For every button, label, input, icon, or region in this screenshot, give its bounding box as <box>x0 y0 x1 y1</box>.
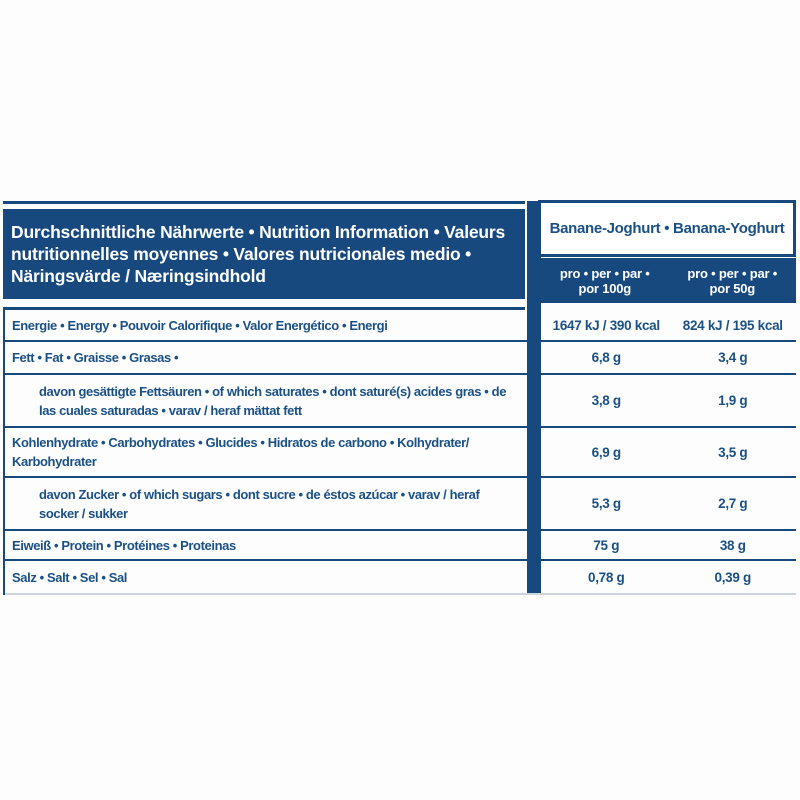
value-per-50g: 3,4 g <box>718 350 748 365</box>
nutrient-row-protein <box>5 531 796 561</box>
table-title: Durchschnittliche Nährwerte • Nutrition Information • Valeurs nutritionnelles moyennes • Valores nutricionales medio • Näringsvärde / Næringsindhold <box>11 222 506 286</box>
value-per-100g: 75 g <box>593 537 620 553</box>
value-per-50g: 0,39 g <box>714 569 751 585</box>
nutrient-row-saturates <box>5 375 796 428</box>
nutrient-label: davon Zucker • of which sugars • dont sucre • de éstos azúcar • varav / heraf socker / sukker <box>39 486 480 521</box>
serving-100g-line1: pro • per • par • <box>559 265 650 281</box>
value-per-100g: 3,8 g <box>591 393 621 408</box>
nutrition-table <box>3 196 796 602</box>
value-per-50g: 2,7 g <box>718 496 748 511</box>
nutrient-label: Salz • Salt • Sel • Sal <box>12 569 128 585</box>
row-divider-gap <box>525 310 543 340</box>
value-per-100g: 0,78 g <box>588 569 625 585</box>
table-top-rule <box>3 201 525 204</box>
value-per-100g: 1647 kJ / 390 kcal <box>552 317 660 333</box>
serving-100g-line2: por 100g <box>578 280 632 296</box>
serving-50g-line2: por 50g <box>709 280 756 296</box>
value-per-50g: 3,5 g <box>718 444 748 460</box>
nutrient-label: Kohlenhydrate • Carbohydrates • Glucides • Hidratos de carbono • Kolhydrater/ Karbohydrater <box>12 435 469 469</box>
row-divider-gap <box>525 428 543 476</box>
nutrient-row-energy <box>5 310 796 342</box>
nutrient-label: Fett • Fat • Graisse • Grasas • <box>12 350 179 365</box>
serving-50g-line1: pro • per • par • <box>687 265 778 281</box>
row-divider-gap <box>525 342 543 373</box>
nutrient-row-salt <box>5 561 796 595</box>
value-per-100g: 6,8 g <box>591 350 621 365</box>
product-name-box <box>538 200 796 257</box>
value-per-50g: 824 kJ / 195 kcal <box>682 317 783 333</box>
value-per-100g: 6,9 g <box>591 444 621 460</box>
nutrient-label: Energie • Energy • Pouvoir Calorifique • Valor Energético • Energi <box>12 317 388 333</box>
nutrient-label: Eiweiß • Protein • Protéines • Proteinas <box>12 537 236 553</box>
value-per-100g: 5,3 g <box>591 496 621 511</box>
nutrient-row-carbohydrates <box>5 428 796 478</box>
product-name: Banane-Joghurt • Banana-Yoghurt <box>549 220 785 237</box>
row-divider-gap <box>525 561 543 593</box>
value-per-50g: 1,9 g <box>718 393 748 408</box>
row-divider-gap <box>525 375 543 426</box>
serving-column-100g <box>541 258 669 303</box>
nutrient-row-sugars <box>5 478 796 531</box>
serving-column-50g <box>669 258 797 303</box>
nutrient-row-fat <box>5 342 796 375</box>
serving-header <box>541 258 796 303</box>
table-header-panel <box>3 209 525 299</box>
nutrient-label: davon gesättigte Fettsäuren • of which saturates • dont saturé(s) acides gras • de las cuales saturadas • varav / heraf mättat fett <box>39 383 507 418</box>
row-divider-gap <box>525 478 543 529</box>
row-divider-gap <box>525 531 543 559</box>
value-per-50g: 38 g <box>719 537 746 553</box>
nutrient-rows <box>3 310 796 595</box>
